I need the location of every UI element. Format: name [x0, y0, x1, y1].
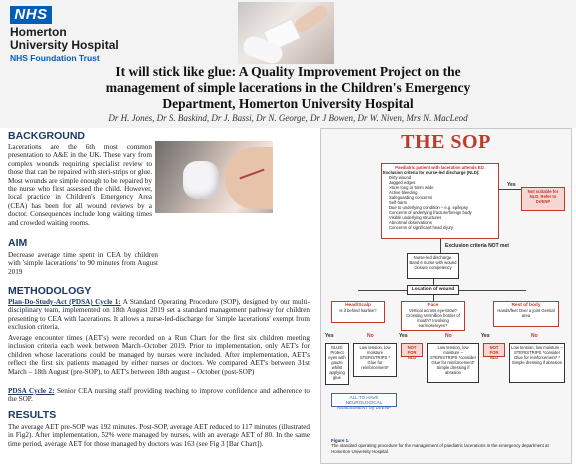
laceration-glue-photo	[155, 141, 273, 213]
org-line-2: University Hospital	[10, 38, 119, 52]
aim-heading: AIM	[8, 237, 28, 249]
figure-label: Figure 1.	[331, 438, 350, 443]
exclusion-item: Dirty wound	[389, 175, 412, 180]
org-line-3: NHS Foundation Trust	[10, 53, 100, 63]
glue-box: GLUE: Protect eyes with gauze whilst applying glue	[325, 343, 349, 385]
methodology-para2: Average encounter times (AET's) were recorded on a Run Chart for the first six children meeting inclusion criteria each week between March–October 2019. Prior to implementation, only AET's for children whose lacerations could be managed by nurses were included. After implementation, AET's reflect the first six patients managed by either nurses or doctors. We compared AET's between 31st March – 18th August (pre-SOP), to AET's between 18th august – October (post-SOP)	[8, 334, 310, 376]
exclusion-item: >5cm long or 5mm wide	[389, 185, 434, 190]
background-heading: BACKGROUND	[8, 130, 85, 142]
connector	[440, 239, 441, 253]
exclusion-not-met-label: Exclusion criteria NOT met	[445, 243, 509, 249]
face-question: Vertical across eye-brow? Crossing Vermillion border of mouth? Involving ear/nose/eyes?	[406, 308, 460, 328]
exclusion-item: Visible underlying structures	[389, 215, 442, 220]
exclusion-item: Concerns of underlying fracture/foreign body	[389, 210, 472, 215]
results-heading: RESULTS	[8, 409, 57, 421]
head-label: Head/Scalp	[345, 303, 371, 308]
results-text: The average AET pre-SOP was 192 minutes. Post-SOP, average AET reduced to 117 minutes (illustrated in Fig2). After implementation, 52% were managed by nurses, with an average AET of 80. In the same time period, average AET for those managed by doctors was 163 (see Fig 3 [Bar Chart]).	[8, 423, 310, 448]
body-steristrips-box: Low tension, low moisture – STERISTRIPS *consider Glue for reinforcement* * Simple dressing if abrasion	[509, 343, 565, 383]
exclusion-item: Abnormal observations	[389, 220, 432, 225]
face-no-label: No	[445, 333, 452, 339]
rest-no-label: No	[531, 333, 538, 339]
org-line-1: Homerton	[10, 25, 67, 39]
organisation-name	[10, 26, 119, 65]
exclusion-item: Concerns of significant head injury	[389, 225, 454, 230]
rest-of-body-box	[493, 301, 559, 327]
methodology-cycle1	[8, 298, 310, 332]
methodology-heading: METHODOLOGY	[8, 285, 92, 297]
not-for-nld-body: NOT FOR NLD	[483, 343, 505, 357]
poster-header	[0, 0, 576, 128]
background-text: Lacerations are the 6th most common presentation to A&E in the UK. These vary from complex wounds requiring specialist review to those that can be repaired with steri-strips or glue. Most wounds are simple enough to be repaired by the nurse who first assessed the child. However, local practice in Children's Emergency Area (CEA) has been for all wound reviews by a doctor. Consequences include long waiting times and crowded waiting rooms.	[8, 143, 152, 227]
rest-yes-label: Yes	[481, 333, 490, 339]
exclusion-list	[383, 175, 497, 230]
not-suitable-box: Not suitable for NLD. Refer to Dr/ENP	[521, 187, 565, 211]
sop-title: THE SOP	[401, 131, 491, 153]
nhs-logo: NHS	[10, 6, 52, 24]
cycle1-text: A Standard Operating Procedure (SOP), designed by our multi-disciplinary team, implemented on 18th August 2019 set a standard management pathway for children presenting to CEA with lacerations. It allows a nurse-led-discharge for 'simple lacerations' exempt from exclusion criteria.	[8, 298, 310, 332]
exclusion-item: Jagged edges	[389, 180, 416, 185]
poster-authors: Dr H. Jones, Dr S. Baskind, Dr J. Bassi, Dr N. George, Dr J Bowen, Dr W. Niven, Mrs N. MacLeod	[108, 113, 468, 123]
cycle1-label: Plan-Do-Study-Act (PDSA) Cycle 1:	[8, 298, 121, 306]
head-steristrips-box: Low tension, low moisture STERISTRIPS * Glue for reinforcement*	[353, 343, 397, 377]
sop-flowchart-panel	[320, 128, 572, 464]
rest-question: Hands/feet Over a joint Genital area	[497, 308, 555, 318]
start-label: Paediatric patient with laceration attends ED.	[395, 165, 485, 170]
photo-skin	[225, 147, 273, 209]
yes-label: Yes	[507, 182, 516, 188]
location-box: Location of wound	[407, 285, 459, 295]
nurse-assessment-box: Nurse-led discharge. Band 6 nurse with wound closure competency	[407, 253, 459, 279]
connector	[459, 290, 526, 291]
head-scalp-box	[331, 301, 385, 323]
face-steristrips-box: Low tension, low moisture – STERISTRIPS *consider Glue for reinforcement* Simple dressing if abrasion	[427, 343, 479, 383]
head-no-label: No	[367, 333, 374, 339]
connector	[358, 290, 407, 291]
head-yes-label: Yes	[325, 333, 334, 339]
not-for-nld-face: NOT FOR NLD	[401, 343, 423, 357]
exclusion-criteria-box	[381, 163, 499, 239]
exclusion-title: Exclusion criteria for nurse-led discharge (NLD):	[383, 170, 480, 175]
head-question: Is it behind hairline?	[339, 308, 377, 313]
cycle2-label: PDSA Cycle 2:	[8, 387, 55, 395]
exclusion-item: Active bleeding	[389, 190, 418, 195]
aim-text: Decrease average time spent in CEA by children with 'simple lacerations' to 90 minutes from August 2019	[8, 251, 158, 276]
methodology-cycle2	[8, 387, 310, 404]
rest-label: Rest of body	[511, 303, 541, 308]
figure-caption-text: The standard operating procedure for the management of paediatric lacerations in the emergency department at Homerton University Hospital.	[331, 443, 549, 454]
exclusion-item: Self-harm	[389, 200, 408, 205]
face-box	[401, 301, 465, 331]
face-yes-label: Yes	[399, 333, 408, 339]
cycle2-text: Senior CEA nursing staff providing teaching to improve confidence and adherence to the SOP.	[8, 387, 310, 404]
poster-title: It will stick like glue: A Quality Improvement Project on the management of simple lacerations in the Children's Emergency Department, Homerton University Hospital	[105, 64, 471, 111]
face-label: Face	[427, 303, 439, 308]
exclusion-item: Due to underlying condition – e.g. epilepsy	[389, 205, 468, 210]
wound-dressing-photo	[238, 2, 334, 64]
neuro-assessment-box: ALL TO HAVE NEUROLOGICAL ASSESSMENT by Dr/ENP	[331, 393, 397, 407]
exclusion-item: Safeguarding concerns	[389, 195, 433, 200]
figure-caption	[331, 438, 563, 454]
photo-gloved-hand	[183, 161, 219, 199]
